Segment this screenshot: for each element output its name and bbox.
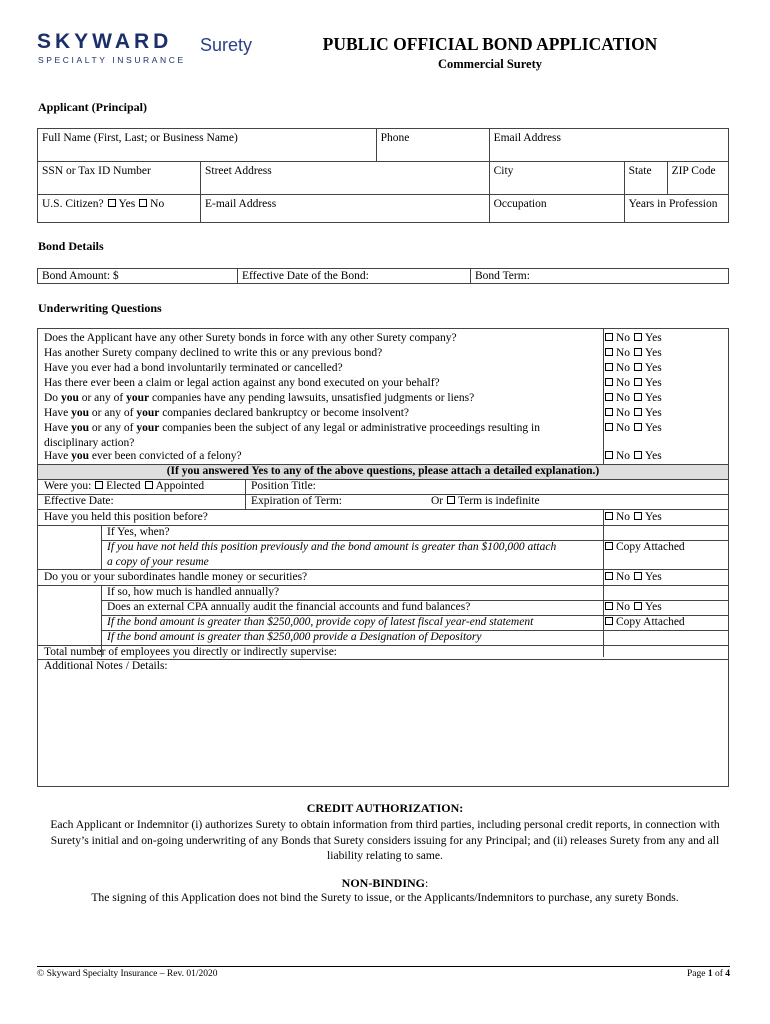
money-yes-checkbox[interactable] [634,572,642,580]
answer-4: No Yes [604,376,662,391]
answer-6: No Yes [604,406,662,421]
cpa-answer: No Yes [604,600,662,615]
q5-no-checkbox[interactable] [605,393,613,401]
nonbinding-heading-row: NON-BINDING: [341,876,429,890]
citizen-yes-checkbox[interactable] [108,199,116,207]
notes-area[interactable] [38,674,728,786]
question-2: Has another Surety company declined to write this or any previous bond? [44,347,383,359]
depository-note: If the bond amount is greater than $250,000 provide a Designation of Depository [107,631,482,643]
q8-no-checkbox[interactable] [605,451,613,459]
company-logo [37,30,262,68]
answer-3: No Yes [604,361,662,376]
nonbinding-text: The signing of this Application does not bind the Surety to issue, or the Applicants/Indemnitors to purchase, any surety Bonds. [91,891,679,904]
credit-text: Each Applicant or Indemnitor (i) authorizes Surety to obtain information from third parties, including personal credit reports, in connection with Surety’s initial and on-going underwriting of any Bonds that Surety considers issuing for any Principal; and (ii) releases Surety from any and all liability relating to same. [50,818,720,862]
credit-heading: CREDIT AUTHORIZATION: [306,801,464,815]
held-yes-checkbox[interactable] [634,512,642,520]
indent-divider [101,525,102,569]
ssn-label: SSN or Tax ID Number [42,165,151,177]
page-title: PUBLIC OFFICIAL BOND APPLICATION [322,34,658,54]
email2-label: E-mail Address [205,198,277,210]
divider [38,494,728,495]
years-field[interactable] [624,195,728,223]
street-field[interactable] [201,162,490,195]
q5-yes-checkbox[interactable] [634,393,642,401]
bond-effective-field[interactable] [238,269,471,284]
years-label: Years in Profession [628,198,718,210]
citizen-yes-label: Yes [118,198,136,210]
held-no-checkbox[interactable] [605,512,613,520]
logo-subtitle: SPECIALTY INSURANCE [38,55,186,65]
fiscal-copy-option: Copy Attached [604,615,685,630]
answer-8: No Yes [604,449,662,464]
bond-term-label: Bond Term: [475,270,530,282]
notes-label: Additional Notes / Details: [44,660,168,672]
full-name-label: Full Name (First, Last; or Business Name) [42,132,238,144]
resume-note: If you have not held this position previously and the bond amount is greater than $100,000 attach [107,541,557,553]
citizen-label: U.S. Citizen? [42,198,104,210]
question-6: Have you or any of your companies declared bankruptcy or become insolvent? [44,407,410,419]
email-address-field[interactable] [489,129,728,162]
bond-table [37,268,729,284]
expiration-label: Expiration of Term: [251,495,342,507]
question-4: Has there ever been a claim or legal action against any bond executed on your behalf? [44,377,440,389]
were-you-row: Were you: Elected Appointed [44,480,205,492]
occupation-label: Occupation [493,198,547,210]
explain-note: (If you answered Yes to any of the above questions, please attach a detailed explanation.) [166,465,600,477]
q1-no-checkbox[interactable] [605,333,613,341]
q2-yes-checkbox[interactable] [634,348,642,356]
zip-label: ZIP Code [671,165,716,177]
fiscal-copy-checkbox[interactable] [605,617,613,625]
underwriting-heading: Underwriting Questions [38,301,162,315]
bond-term-field[interactable] [471,269,729,284]
zip-field[interactable] [667,162,728,195]
cpa-yes-checkbox[interactable] [634,602,642,610]
cpa-question: Does an external CPA annually audit the financial accounts and fund balances? [107,601,471,613]
state-label: State [628,165,652,177]
q4-yes-checkbox[interactable] [634,378,642,386]
full-name-field[interactable] [38,129,377,162]
q1-yes-checkbox[interactable] [634,333,642,341]
resume-copy-option: Copy Attached [604,540,685,555]
email-address-label: Email Address [493,132,561,144]
resume-copy-checkbox[interactable] [605,542,613,550]
q6-no-checkbox[interactable] [605,408,613,416]
city-field[interactable] [489,162,624,195]
q3-no-checkbox[interactable] [605,363,613,371]
q3-yes-checkbox[interactable] [634,363,642,371]
page-subtitle: Commercial Surety [437,57,543,71]
street-label: Street Address [205,165,272,177]
answer-7: No Yes [604,421,662,436]
fiscal-note: If the bond amount is greater than $250,000, provide copy of latest fiscal year-end statement [107,616,534,628]
indefinite-option: Or Term is indefinite [431,495,540,507]
handle-money-answer: No Yes [604,570,662,585]
footer-rule [37,966,730,967]
underwriting-table [37,328,729,787]
citizen-no-label: No [150,198,165,210]
answer-2: No Yes [604,346,662,361]
q8-yes-checkbox[interactable] [634,451,642,459]
resume-note-cont: a copy of your resume [107,556,209,568]
q6-yes-checkbox[interactable] [634,408,642,416]
applicant-table [37,128,729,223]
indefinite-checkbox[interactable] [447,496,455,504]
applicant-heading: Applicant (Principal) [38,100,148,114]
phone-field[interactable] [376,129,489,162]
held-before-answer: No Yes [604,510,662,525]
elected-checkbox[interactable] [95,481,103,489]
effective-date-label: Effective Date: [44,495,114,507]
footer-page-number: Page 1 of 4 [686,969,730,979]
phone-label: Phone [380,132,410,144]
email2-field[interactable] [201,195,490,223]
question-5: Do you or any of your companies have any pending lawsuits, unsatisfied judgments or liens? [44,392,475,404]
answer-1: No Yes [604,331,662,346]
bond-amount-field[interactable] [38,269,238,284]
question-3: Have you ever had a bond involuntarily terminated or cancelled? [44,362,343,374]
how-much-label: If so, how much is handled annually? [107,586,280,598]
citizen-field [38,195,201,223]
citizen-no-checkbox[interactable] [139,199,147,207]
appointed-checkbox[interactable] [145,481,153,489]
ssn-field[interactable] [38,162,201,195]
position-title-label: Position Title: [251,480,316,492]
bond-effective-label: Effective Date of the Bond: [242,270,369,282]
question-8: Have you ever been convicted of a felony? [44,450,242,462]
q2-no-checkbox[interactable] [605,348,613,356]
employees-label: Total number of employees you directly or indirectly supervise: [44,646,338,658]
occupation-field[interactable] [489,195,624,223]
question-7-cont: disciplinary action? [44,437,135,449]
logo-surety: Surety [200,35,253,55]
bond-amount-label: Bond Amount: $ [42,270,119,282]
money-no-checkbox[interactable] [605,572,613,580]
handle-money-question: Do you or your subordinates handle money or securities? [44,571,308,583]
cpa-no-checkbox[interactable] [605,602,613,610]
answer-5: No Yes [604,391,662,406]
nonbinding-heading: NON-BINDING [341,876,425,890]
footer-copyright: © Skyward Specialty Insurance – Rev. 01/2020 [37,969,218,979]
question-7: Have you or any of your companies been the subject of any legal or administrative proceedings resulting in [44,422,540,434]
q4-no-checkbox[interactable] [605,378,613,386]
logo-wordmark: SKYWARD [37,30,173,53]
q7-yes-checkbox[interactable] [634,423,642,431]
held-before-question: Have you held this position before? [44,511,208,523]
q7-no-checkbox[interactable] [605,423,613,431]
city-label: City [493,165,514,177]
question-1: Does the Applicant have any other Surety bonds in force with any other Surety company? [44,332,457,344]
state-field[interactable] [624,162,667,195]
bond-heading: Bond Details [38,239,104,253]
if-yes-when-label: If Yes, when? [107,526,170,538]
